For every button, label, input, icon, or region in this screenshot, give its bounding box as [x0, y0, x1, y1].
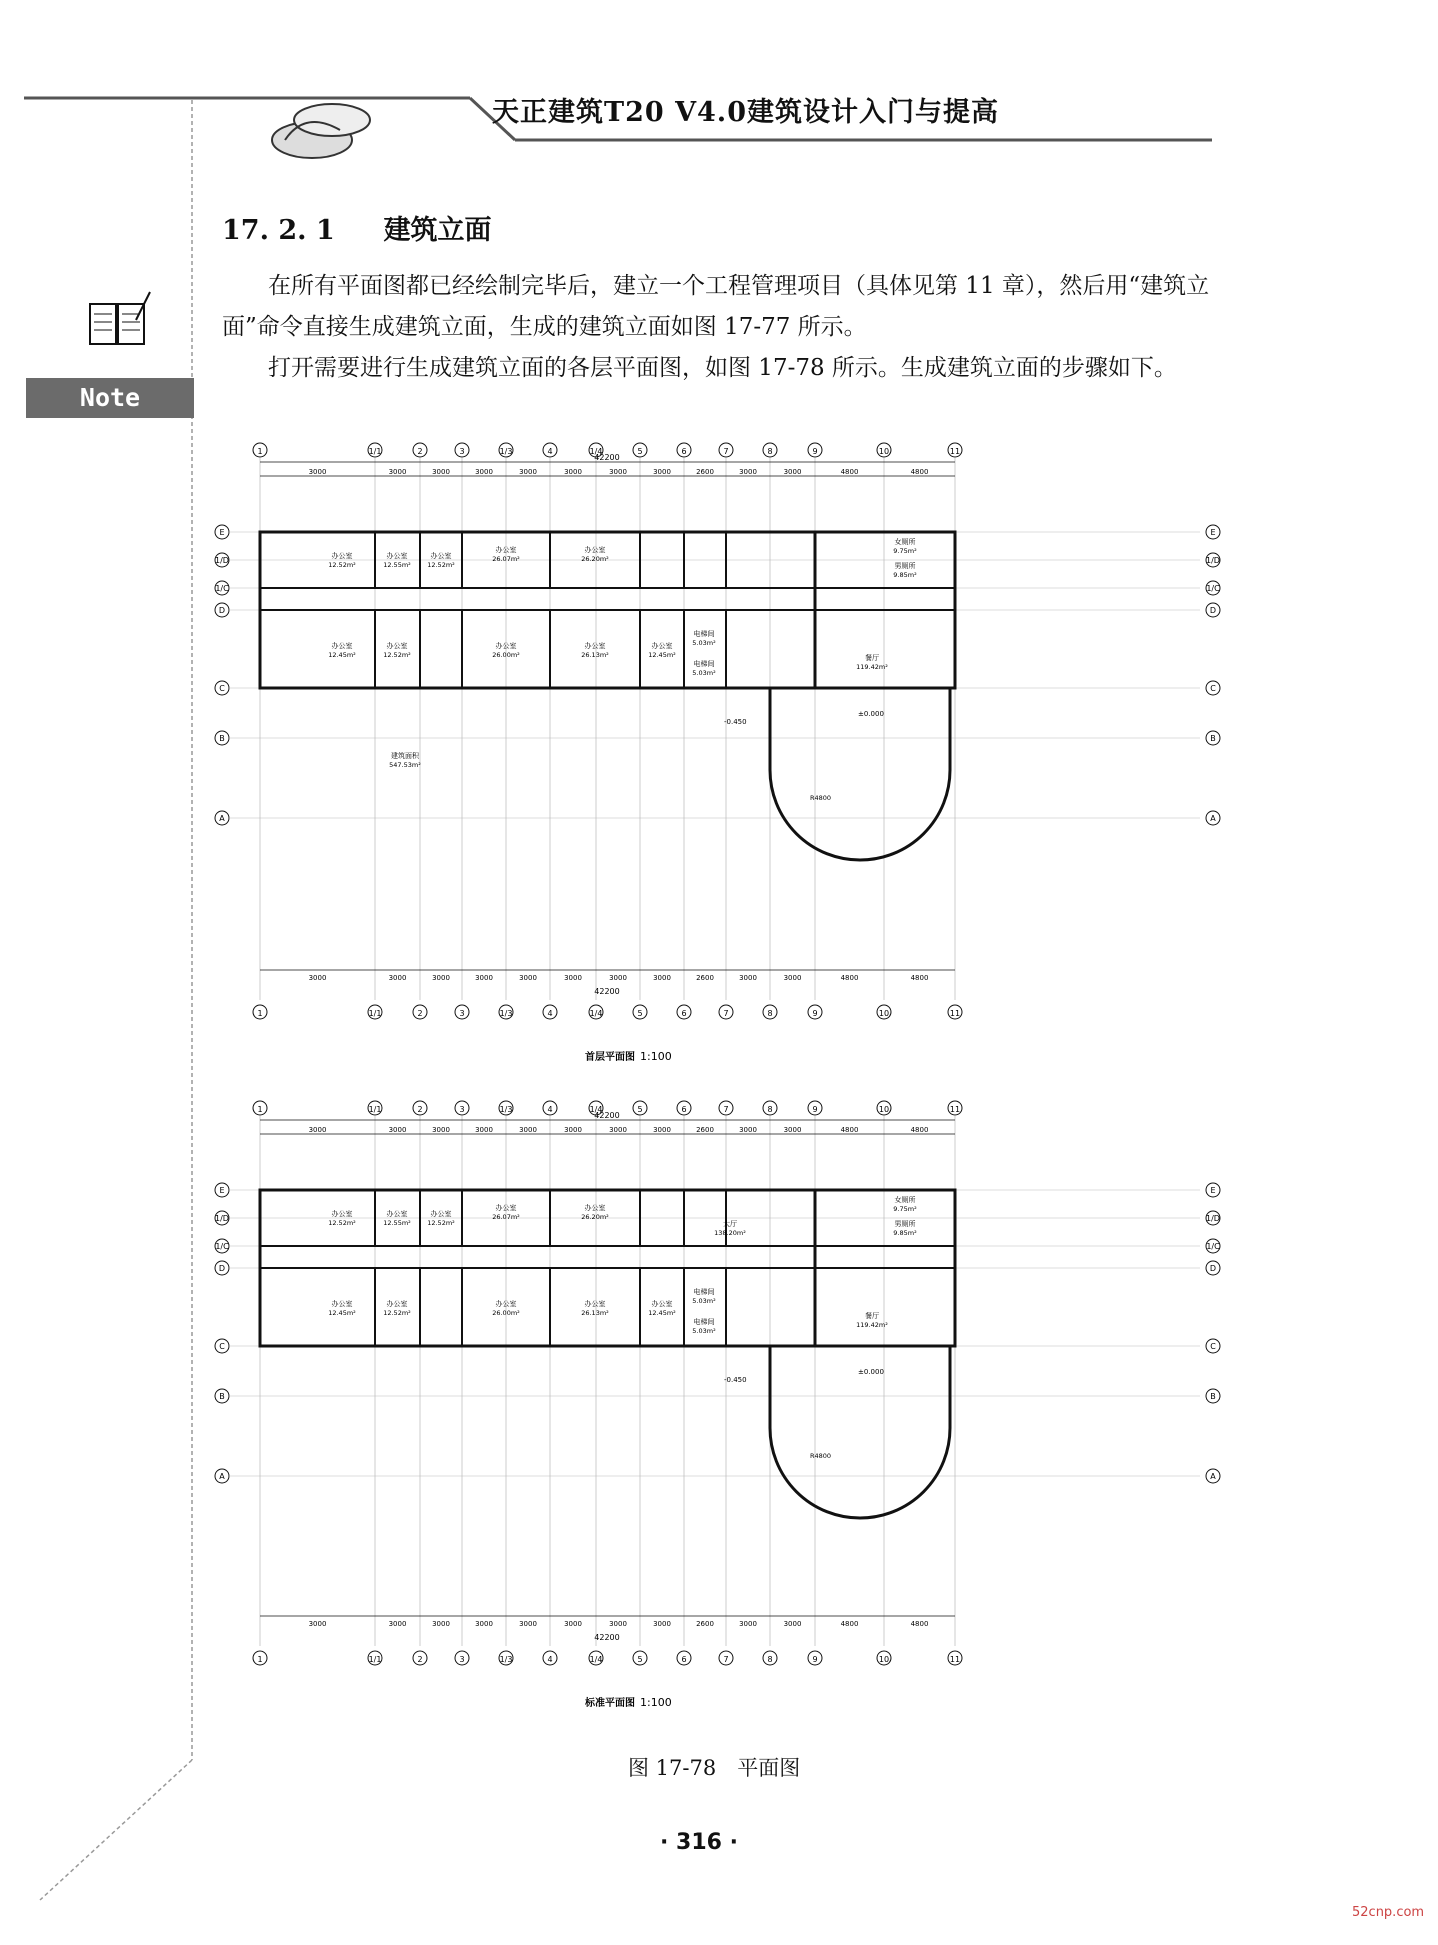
room-name: 办公室: [386, 1300, 408, 1308]
plan-caption: 首层平面图: [585, 1052, 635, 1063]
axis-label-right: C: [1210, 1342, 1216, 1351]
dim-major: 2600: [696, 1126, 714, 1134]
axis-label-left: 1/C: [215, 1242, 229, 1251]
axis-label-left: C: [219, 684, 225, 693]
dim-total-bottom: 42200: [594, 987, 620, 996]
axis-label-bottom: 1/4: [589, 1655, 603, 1664]
room-area: 12.45m²: [328, 651, 356, 659]
dim-major-bottom: 3000: [308, 974, 327, 982]
axis-label-left: D: [218, 1264, 226, 1273]
dim-major: 3000: [783, 1126, 802, 1134]
shoes-icon: [272, 104, 370, 158]
room-area: 12.45m²: [648, 651, 676, 659]
axis-label-top: 4: [547, 447, 553, 456]
axis-label-bottom: 10: [878, 1655, 890, 1664]
room-name: 男厕所: [894, 562, 916, 570]
axis-label-top: 1/4: [589, 1105, 603, 1114]
dim-major: 2600: [696, 468, 714, 476]
axis-label-left: 1/C: [215, 584, 229, 593]
axis-label-top: 8: [767, 447, 773, 456]
axis-label-bottom: 1/3: [499, 1009, 513, 1018]
building-area: 547.53m²: [389, 761, 421, 769]
axis-label-top: 11: [949, 1105, 961, 1114]
axis-label-left: 1/D: [215, 1214, 229, 1223]
room-area: 26.20m²: [581, 1213, 609, 1221]
dim-major: 3000: [475, 1126, 493, 1134]
axis-label-right: 1/D: [1206, 1214, 1220, 1223]
axis-label-top: 7: [723, 447, 729, 456]
axis-label-bottom: 1/1: [368, 1009, 382, 1018]
room-area: 12.52m²: [427, 561, 455, 569]
section-number: 17. 2. 1: [222, 215, 335, 246]
dim-major-bottom: 3000: [308, 1620, 327, 1628]
axis-label-bottom: 8: [767, 1009, 773, 1018]
dim-major-bottom: 3000: [739, 974, 757, 982]
room-area: 12.52m²: [383, 1309, 411, 1317]
room-name: 电梯间: [693, 1318, 715, 1326]
room-name: 办公室: [331, 1210, 353, 1218]
room-name: 办公室: [584, 642, 606, 650]
dim-total-bottom: 42200: [594, 1633, 620, 1642]
room-name: 女厕所: [894, 538, 916, 546]
room-name: 办公室: [651, 642, 673, 650]
room-name: 办公室: [495, 1300, 517, 1308]
axis-label-top: 6: [681, 1105, 687, 1114]
axis-label-top: 3: [459, 447, 465, 456]
axis-label-left: E: [219, 1186, 225, 1195]
dim-major-bottom: 4800: [910, 974, 929, 982]
room-name: 办公室: [386, 1210, 408, 1218]
section-title: 建筑立面: [383, 215, 492, 246]
axis-label-top: 3: [459, 1105, 465, 1114]
elevation-zero: ±0.000: [858, 710, 884, 718]
axis-label-top: 10: [878, 1105, 890, 1114]
axis-label-bottom: 7: [723, 1009, 729, 1018]
dim-major: 3000: [609, 468, 627, 476]
axis-label-bottom: 3: [459, 1009, 465, 1018]
dim-major-bottom: 4800: [840, 974, 859, 982]
room-area: 119.42m²: [856, 663, 888, 671]
axis-label-right: 1/D: [1206, 556, 1220, 565]
dim-major-bottom: 3000: [653, 974, 671, 982]
elevation-outside: -0.450: [724, 1376, 747, 1384]
dim-major-bottom: 3000: [783, 974, 802, 982]
dim-major: 3000: [564, 1126, 582, 1134]
room-name: 男厕所: [894, 1220, 916, 1228]
room-area: 26.13m²: [581, 651, 609, 659]
figure-caption: 图 17-78 平面图: [628, 1756, 801, 1780]
dim-major-bottom: 3000: [519, 1620, 537, 1628]
room-area: 12.52m²: [383, 651, 411, 659]
axis-label-top: 2: [417, 447, 423, 456]
axis-label-bottom: 7: [723, 1655, 729, 1664]
axis-label-top: 1/1: [368, 447, 382, 456]
dim-major: 3000: [653, 1126, 671, 1134]
paragraph: 打开需要进行生成建筑立面的各层平面图，如图 17-78 所示。生成建筑立面的步骤如下。: [268, 355, 1177, 381]
axis-label-top: 5: [637, 1105, 643, 1114]
elevation-outside: -0.450: [724, 718, 747, 726]
axis-label-right: E: [1210, 1186, 1216, 1195]
plan-scale: 1:100: [640, 1696, 672, 1709]
room-name: 办公室: [430, 552, 452, 560]
room-name: 办公室: [430, 1210, 452, 1218]
room-area: 9.75m²: [893, 1205, 917, 1213]
axis-label-top: 1/3: [499, 447, 513, 456]
room-area: 12.55m²: [383, 561, 411, 569]
dim-major: 3000: [564, 468, 582, 476]
axis-label-top: 1/4: [589, 447, 603, 456]
dim-major-bottom: 3000: [609, 974, 627, 982]
axis-label-bottom: 2: [417, 1655, 423, 1664]
room-area: 26.00m²: [492, 1309, 520, 1317]
room-area: 26.00m²: [492, 651, 520, 659]
axis-label-right: D: [1209, 606, 1217, 615]
room-area: 12.52m²: [328, 561, 356, 569]
axis-label-right: 1/C: [1206, 584, 1220, 593]
watermark: 52cnp.com: [1352, 1905, 1425, 1920]
room-area: 12.52m²: [427, 1219, 455, 1227]
notebook-icon: [84, 290, 156, 352]
note-tag: Note: [26, 378, 194, 418]
plan-caption: 标准平面图: [585, 1698, 635, 1709]
room-name: 办公室: [584, 1300, 606, 1308]
dim-major-bottom: 3000: [475, 974, 493, 982]
axis-label-top: 11: [949, 447, 961, 456]
room-name: 办公室: [386, 642, 408, 650]
dim-major-bottom: 3000: [739, 1620, 757, 1628]
dim-major: 4800: [840, 1126, 859, 1134]
axis-label-bottom: 4: [547, 1655, 553, 1664]
book-title: 天正建筑T20 V4.0建筑设计入门与提高: [492, 97, 999, 128]
room-name: 办公室: [584, 1204, 606, 1212]
axis-label-top: 6: [681, 447, 687, 456]
axis-label-bottom: 6: [681, 1009, 687, 1018]
axis-label-top: 4: [547, 1105, 553, 1114]
room-name: 办公室: [331, 1300, 353, 1308]
axis-label-bottom: 1/1: [368, 1655, 382, 1664]
axis-label-top: 10: [878, 447, 890, 456]
dim-major-bottom: 2600: [696, 1620, 714, 1628]
dim-major: 3000: [432, 1126, 450, 1134]
axis-label-bottom: 1/4: [589, 1009, 603, 1018]
dim-major-bottom: 3000: [388, 1620, 407, 1628]
room-area: 5.03m²: [692, 639, 716, 647]
room-area: 5.03m²: [692, 669, 716, 677]
axis-label-top: 8: [767, 1105, 773, 1114]
axis-label-left: A: [219, 814, 225, 823]
axis-label-top: 5: [637, 447, 643, 456]
room-name: 电梯间: [693, 630, 715, 638]
axis-label-bottom: 1: [257, 1655, 263, 1664]
room-name: 办公室: [495, 642, 517, 650]
axis-label-bottom: 11: [949, 1009, 961, 1018]
dim-major: 3000: [519, 1126, 537, 1134]
room-name: 餐厅: [865, 1312, 879, 1320]
dim-major-bottom: 3000: [519, 974, 537, 982]
room-name: 办公室: [331, 642, 353, 650]
dim-major-bottom: 3000: [432, 974, 450, 982]
dim-major: 4800: [840, 468, 859, 476]
room-name: 电梯间: [693, 660, 715, 668]
axis-label-top: 2: [417, 1105, 423, 1114]
dim-major-bottom: 3000: [432, 1620, 450, 1628]
dim-major: 3000: [388, 1126, 407, 1134]
dim-major: 3000: [739, 1126, 757, 1134]
radius-label: R4800: [810, 1452, 832, 1460]
axis-label-bottom: 5: [637, 1009, 643, 1018]
axis-label-right: A: [1210, 1472, 1216, 1481]
axis-label-right: 1/C: [1206, 1242, 1220, 1251]
dim-major-bottom: 3000: [475, 1620, 493, 1628]
dim-major: 3000: [308, 468, 327, 476]
axis-label-top: 1/3: [499, 1105, 513, 1114]
dim-major: 4800: [910, 1126, 929, 1134]
dim-major: 3000: [519, 468, 537, 476]
dim-major-bottom: 3000: [653, 1620, 671, 1628]
room-name: 办公室: [331, 552, 353, 560]
dim-total: 42200: [594, 1111, 620, 1120]
building-area-label: 建筑面积: [391, 752, 419, 760]
room-area: 9.85m²: [893, 1229, 917, 1237]
floor-plan-ground: [210, 440, 1230, 1070]
dim-major: 3000: [475, 468, 493, 476]
dim-major-bottom: 2600: [696, 974, 714, 982]
axis-label-left: A: [219, 1472, 225, 1481]
axis-label-left: E: [219, 528, 225, 537]
axis-label-right: A: [1210, 814, 1216, 823]
dim-major: 4800: [910, 468, 929, 476]
room-area: 119.42m²: [856, 1321, 888, 1329]
axis-label-bottom: 6: [681, 1655, 687, 1664]
axis-label-bottom: 1: [257, 1009, 263, 1018]
axis-label-right: B: [1210, 1392, 1216, 1401]
room-area: 26.07m²: [492, 1213, 520, 1221]
dim-major-bottom: 4800: [910, 1620, 929, 1628]
axis-label-bottom: 1/3: [499, 1655, 513, 1664]
radius-label: R4800: [810, 794, 832, 802]
room-area: 12.45m²: [328, 1309, 356, 1317]
axis-label-bottom: 10: [878, 1009, 890, 1018]
dim-major: 3000: [739, 468, 757, 476]
elevation-zero: ±0.000: [858, 1368, 884, 1376]
room-area: 5.03m²: [692, 1327, 716, 1335]
paragraph: 在所有平面图都已经绘制完毕后，建立一个工程管理项目（具体见第 11 章），然后用“建筑立面”命令直接生成建筑立面，生成的建筑立面如图 17-77 所示。: [222, 273, 1210, 340]
room-area: 9.85m²: [893, 571, 917, 579]
axis-label-top: 9: [812, 447, 818, 456]
room-area: 26.20m²: [581, 555, 609, 563]
axis-label-top: 7: [723, 1105, 729, 1114]
axis-label-bottom: 5: [637, 1655, 643, 1664]
room-name: 电梯间: [693, 1288, 715, 1296]
axis-label-bottom: 2: [417, 1009, 423, 1018]
axis-label-bottom: 8: [767, 1655, 773, 1664]
dim-major-bottom: 3000: [388, 974, 407, 982]
axis-label-top: 9: [812, 1105, 818, 1114]
axis-label-right: E: [1210, 528, 1216, 537]
section-heading: [222, 208, 492, 247]
room-name: 办公室: [495, 546, 517, 554]
axis-label-left: D: [218, 606, 226, 615]
dim-major-bottom: 3000: [783, 1620, 802, 1628]
axis-label-bottom: 3: [459, 1655, 465, 1664]
floor-plan-standard: [210, 1098, 1230, 1718]
dim-major: 3000: [308, 1126, 327, 1134]
dim-major: 3000: [609, 1126, 627, 1134]
axis-label-bottom: 11: [949, 1655, 961, 1664]
plan-scale: 1:100: [640, 1050, 672, 1063]
page-number: · 316 ·: [660, 1830, 738, 1855]
axis-label-right: D: [1209, 1264, 1217, 1273]
axis-label-bottom: 9: [812, 1655, 818, 1664]
room-area: 26.07m²: [492, 555, 520, 563]
dim-major-bottom: 3000: [609, 1620, 627, 1628]
room-name: 大厅: [723, 1220, 737, 1228]
dim-major: 3000: [432, 468, 450, 476]
body-text: [222, 266, 1212, 389]
room-name: 女厕所: [894, 1196, 916, 1204]
room-area: 12.52m²: [328, 1219, 356, 1227]
dim-major-bottom: 4800: [840, 1620, 859, 1628]
dim-major-bottom: 3000: [564, 974, 582, 982]
room-area: 26.13m²: [581, 1309, 609, 1317]
axis-label-left: C: [219, 1342, 225, 1351]
room-name: 办公室: [495, 1204, 517, 1212]
dim-major: 3000: [653, 468, 671, 476]
room-area: 12.45m²: [648, 1309, 676, 1317]
axis-label-top: 1/1: [368, 1105, 382, 1114]
dim-major: 3000: [783, 468, 802, 476]
axis-label-left: B: [219, 734, 225, 743]
room-name: 办公室: [584, 546, 606, 554]
dim-major: 3000: [388, 468, 407, 476]
axis-label-top: 1: [257, 447, 263, 456]
room-area: 5.03m²: [692, 1297, 716, 1305]
room-area: 138.20m²: [714, 1229, 746, 1237]
axis-label-right: B: [1210, 734, 1216, 743]
axis-label-bottom: 4: [547, 1009, 553, 1018]
room-area: 9.75m²: [893, 547, 917, 555]
axis-label-top: 1: [257, 1105, 263, 1114]
axis-label-left: 1/D: [215, 556, 229, 565]
room-name: 办公室: [651, 1300, 673, 1308]
room-name: 餐厅: [865, 654, 879, 662]
axis-label-left: B: [219, 1392, 225, 1401]
axis-label-bottom: 9: [812, 1009, 818, 1018]
room-area: 12.55m²: [383, 1219, 411, 1227]
margin-line: [0, 100, 200, 1945]
dim-total: 42200: [594, 453, 620, 462]
dim-major-bottom: 3000: [564, 1620, 582, 1628]
axis-label-right: C: [1210, 684, 1216, 693]
room-name: 办公室: [386, 552, 408, 560]
